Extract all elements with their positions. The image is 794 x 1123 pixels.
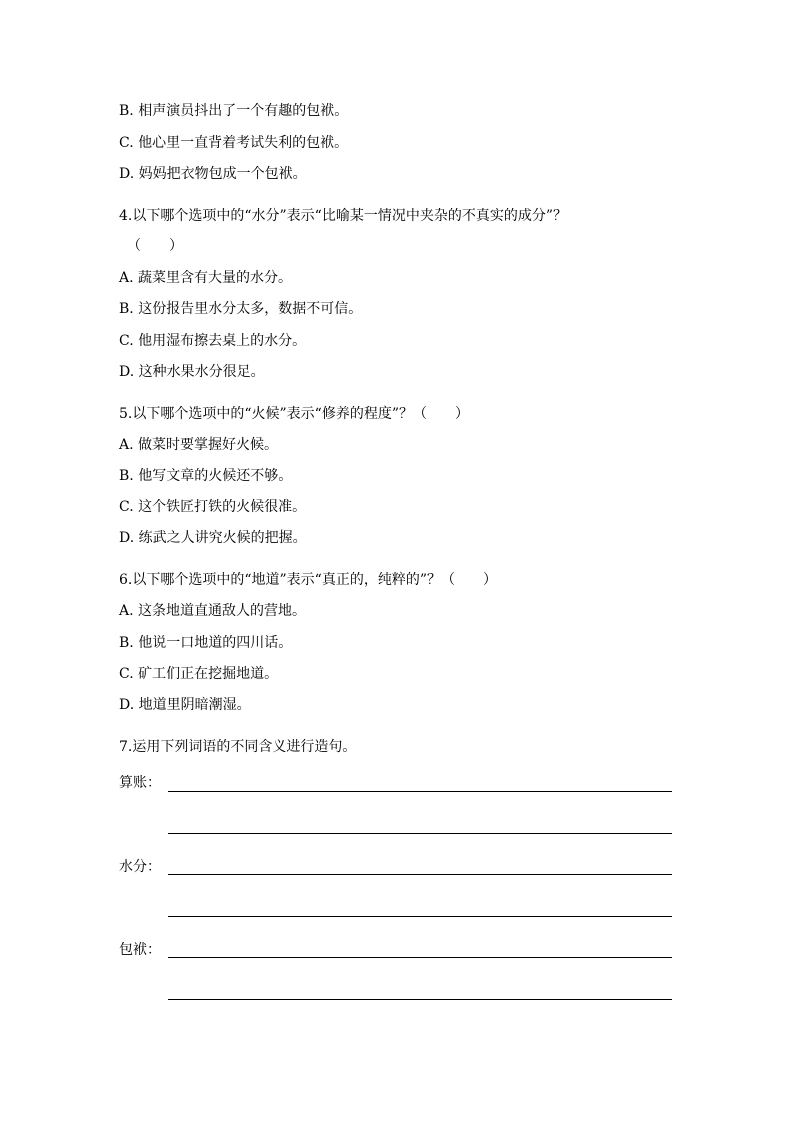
q6-stem: 6.以下哪个选项中的“地道”表示“真正的，纯粹的”？（ ） <box>119 572 497 588</box>
q7-word-baofu: 包袱： <box>119 942 161 958</box>
answer-line-3a[interactable] <box>168 957 672 958</box>
q6-option-b: B. 他说一口地道的四川话。 <box>119 635 293 651</box>
q6-option-c: C. 矿工们正在挖掘地道。 <box>119 666 279 682</box>
q6-option-d: D. 地道里阴暗潮湿。 <box>119 697 251 713</box>
answer-line-1a[interactable] <box>168 791 672 792</box>
q5-stem: 5.以下哪个选项中的“火候”表示“修养的程度”？（ ） <box>119 406 469 422</box>
q5-option-b: B. 他写文章的火候还不够。 <box>119 468 293 484</box>
q7-word-suanzhang: 算账： <box>119 775 161 791</box>
q6-option-a: A. 这条地道直通敌人的营地。 <box>119 603 307 619</box>
answer-line-1b[interactable] <box>168 833 672 834</box>
q3-option-c: C. 他心里一直背着考试失利的包袱。 <box>119 135 349 151</box>
q7-stem: 7.运用下列词语的不同含义进行造句。 <box>119 739 357 755</box>
q4-answer-paren: （ ） <box>127 238 183 254</box>
answer-line-3b[interactable] <box>168 999 672 1000</box>
q4-option-d: D. 这种水果水分很足。 <box>119 364 265 380</box>
q4-option-c: C. 他用湿布擦去桌上的水分。 <box>119 333 307 349</box>
q4-stem: 4.以下哪个选项中的“水分”表示“比喻某一情况中夹杂的不真实的成分”？ <box>119 208 567 224</box>
q3-option-d: D. 妈妈把衣物包成一个包袱。 <box>119 166 307 182</box>
q7-word-shuifen: 水分： <box>119 859 161 875</box>
q5-option-d: D. 练武之人讲究火候的把握。 <box>119 530 307 546</box>
answer-line-2a[interactable] <box>168 874 672 875</box>
answer-line-2b[interactable] <box>168 916 672 917</box>
q5-option-a: A. 做菜时要掌握好火候。 <box>119 437 279 453</box>
q5-option-c: C. 这个铁匠打铁的火候很准。 <box>119 499 307 515</box>
q3-option-b: B. 相声演员抖出了一个有趣的包袱。 <box>119 103 349 119</box>
q4-option-b: B. 这份报告里水分太多，数据不可信。 <box>119 301 363 317</box>
q4-option-a: A. 蔬菜里含有大量的水分。 <box>119 270 293 286</box>
